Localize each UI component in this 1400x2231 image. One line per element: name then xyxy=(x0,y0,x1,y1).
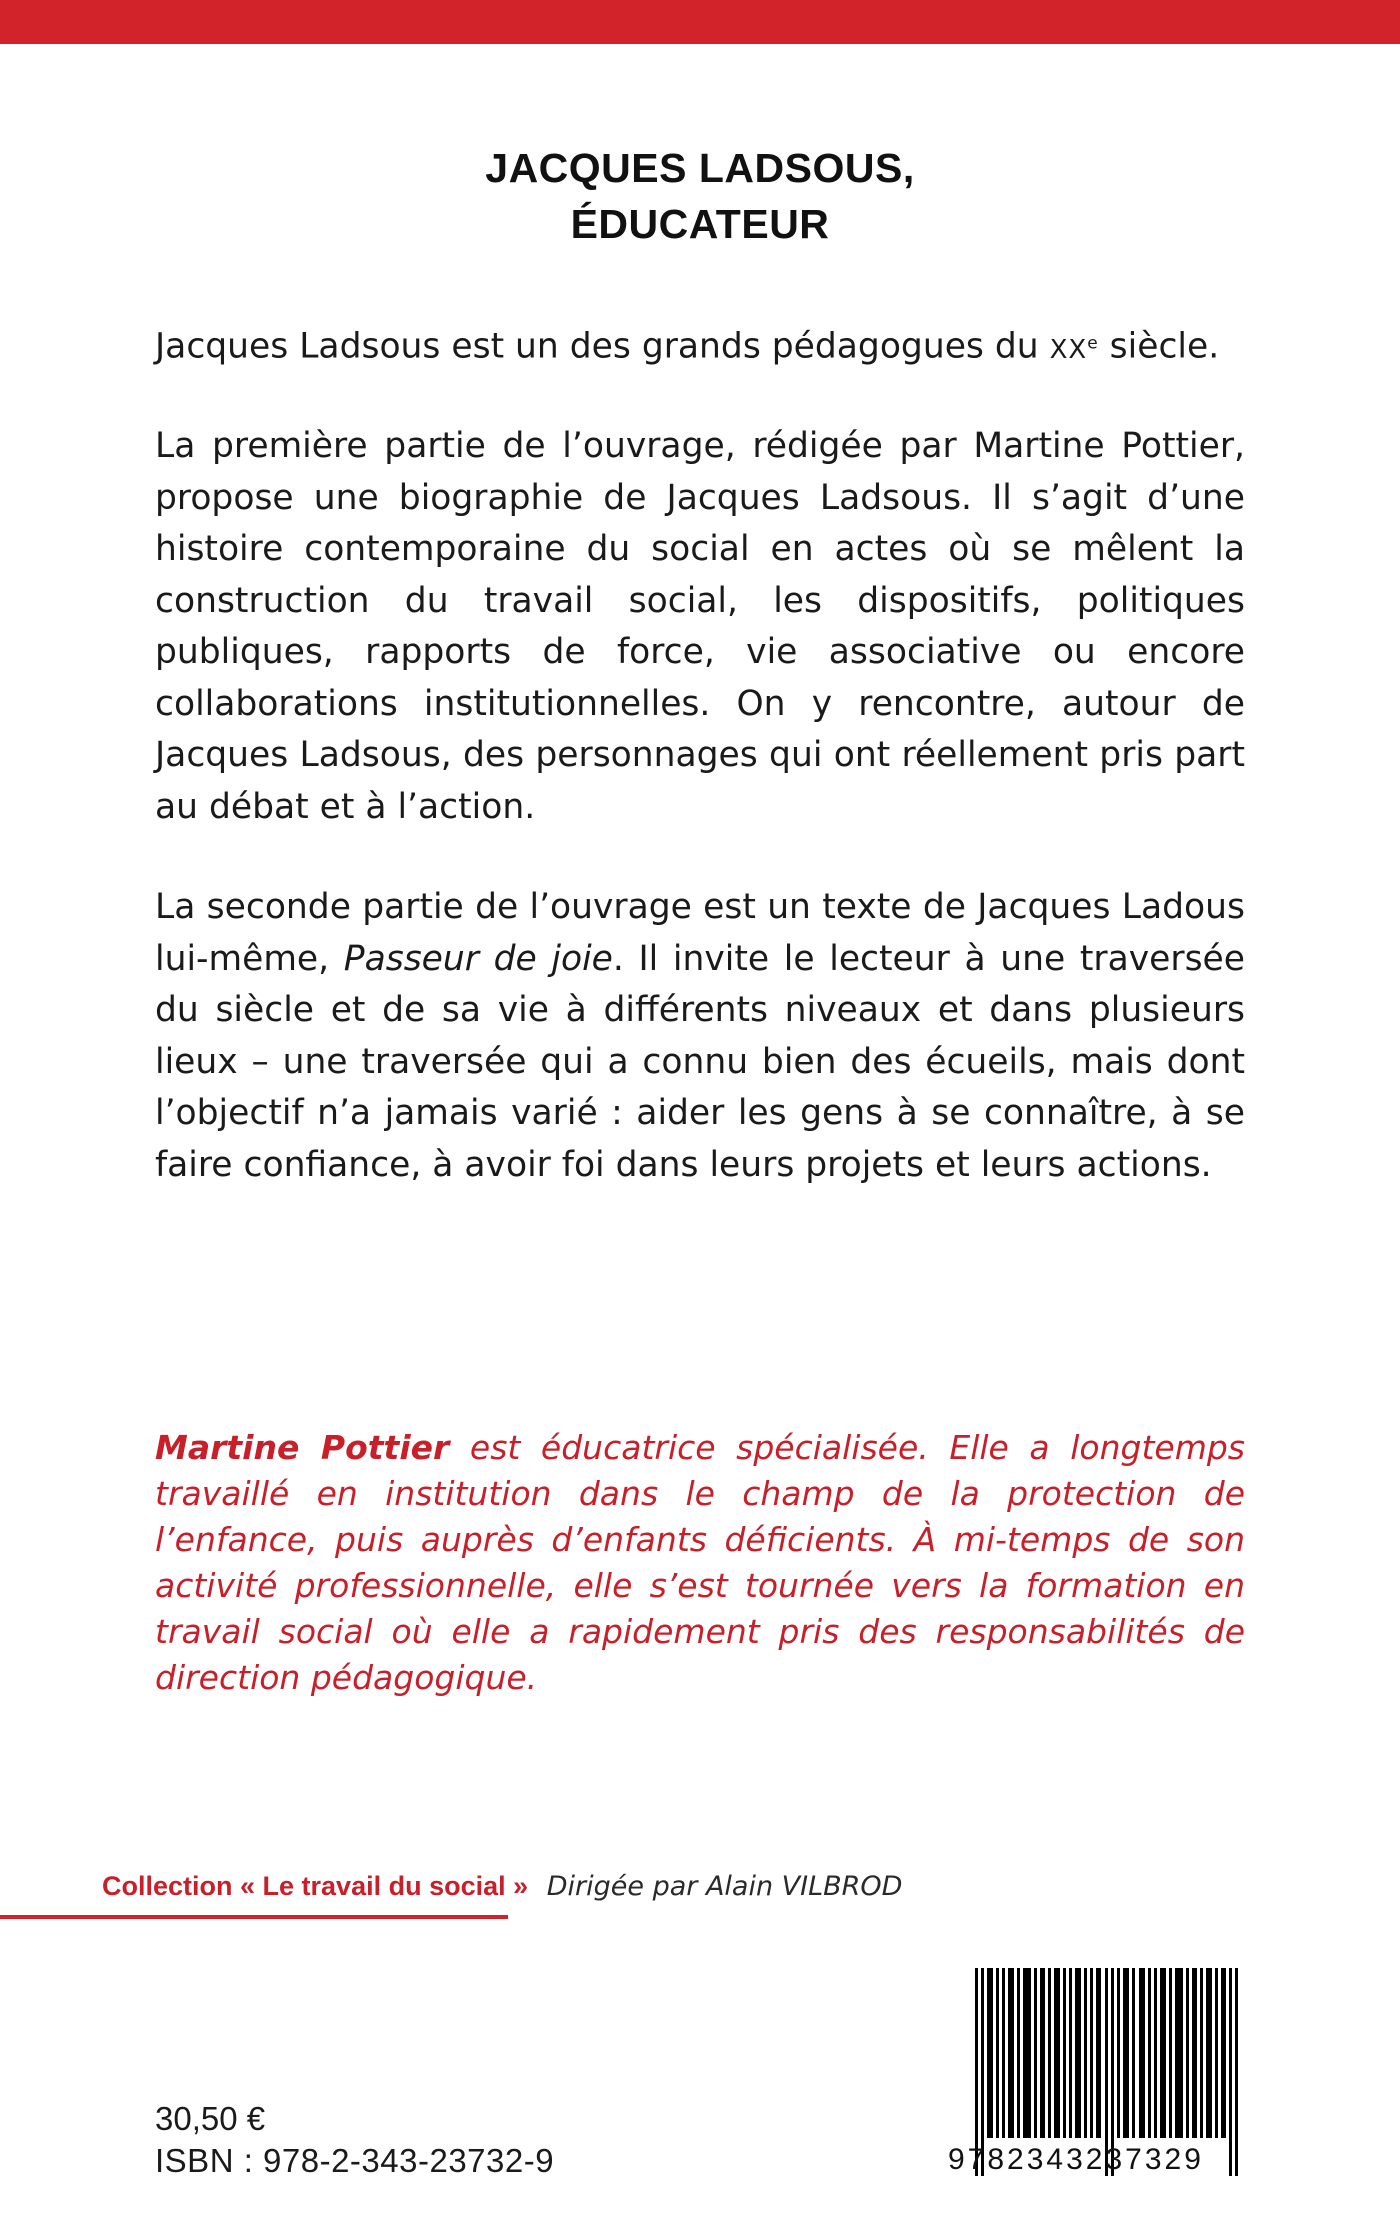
collection-underline xyxy=(0,1915,508,1919)
century-numeral: XXe xyxy=(1049,333,1099,365)
title-line-1: JACQUES LADSOUS, xyxy=(485,145,915,191)
collection-line xyxy=(102,1868,902,1905)
top-red-band xyxy=(0,0,1400,44)
collection-label: Collection « Le travail du social » xyxy=(102,1871,529,1901)
title-line-2: ÉDUCATEUR xyxy=(570,201,830,247)
book-title-passeur: Passeur de joie xyxy=(343,938,613,979)
collection-director: Dirigée par Alain VILBROD xyxy=(546,1871,903,1902)
isbn: ISBN : 978-2-343-23732-9 xyxy=(155,2142,555,2179)
second-part-paragraph: La seconde partie de l’ouvrage est un texte de Jacques Ladous lui-même, Passeur de joie. Il invite le lecteur à une traversée du siècle et de sa vie à différents niveaux et dans plusieurs lieux – une traversée qui a connu bien des écueils, mais dont l’objectif n’a jamais varié : aider les gens à se connaître, à se faire confiance, à avoir foi dans leurs projets et leurs actions. xyxy=(155,887,1245,1185)
book-title xyxy=(0,140,1400,252)
intro-paragraph: Jacques Ladsous est un des grands pédagogues du XXe siècle. xyxy=(155,326,1220,367)
author-name: Martine Pottier xyxy=(155,1428,450,1467)
barcode-digits: 9782343237329 xyxy=(948,2143,1204,2176)
author-bio: Martine Pottier est éducatrice spécialisée. Elle a longtemps travaillé en institution dans le champ de la protection de l’enfance, puis auprès d’enfants déficients. À mi-temps de son activité professionnelle, elle s’est tournée vers la formation en travail social où elle a rapidement pris des responsabilités de direction pédagogique. xyxy=(155,1428,1245,1697)
first-part-paragraph: La première partie de l’ouvrage, rédigée par Martine Pottier, propose une biographie de Jacques Ladsous. Il s’agit d’une histoire contemporaine du social en actes où se mêlent la construction du travail social, les dispositifs, politiques publiques, rapports de force, vie associative ou encore collaborations institutionnelles. On y rencontre, autour de Jacques Ladsous, des personnages qui ont réellement pris part au débat et à l’action. xyxy=(155,426,1245,827)
price: 30,50 € xyxy=(155,2100,266,2137)
